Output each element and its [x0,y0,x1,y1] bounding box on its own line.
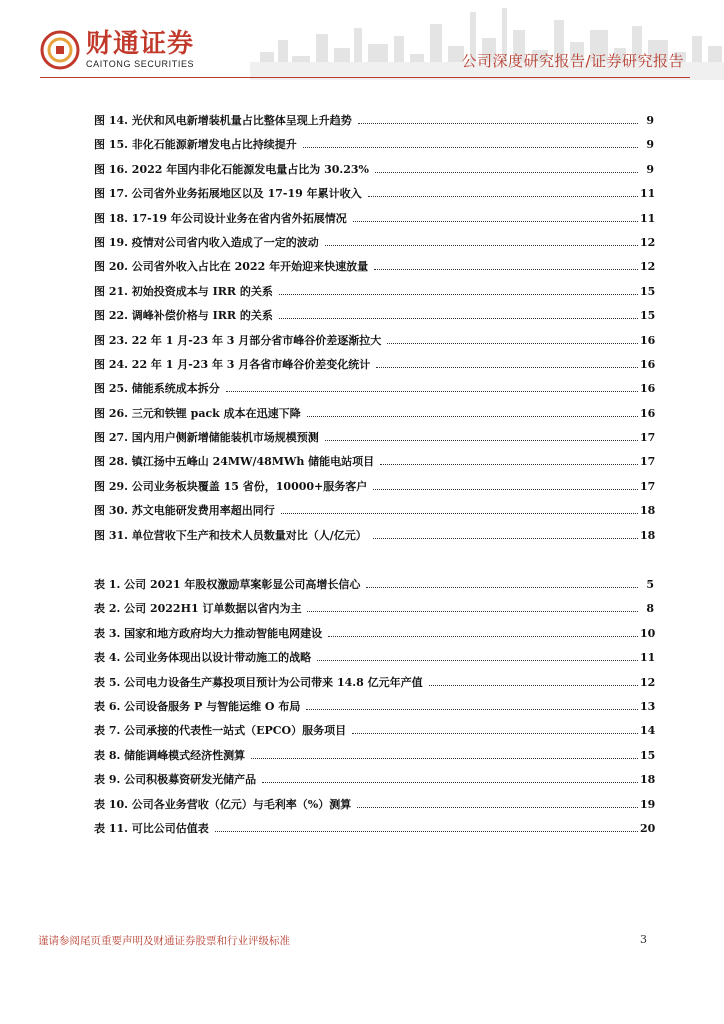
logo-english-name: CAITONG SECURITIES [86,59,195,69]
toc-entry-page: 19 [640,797,656,811]
dot-leader [279,317,638,319]
toc-entry-label: 表 5. 公司电力设备生产募投项目预计为公司带来 14.8 亿元年产值 [94,675,423,689]
toc-entry-page: 16 [640,357,656,371]
toc-entry-page: 15 [640,309,656,323]
dot-leader [306,708,638,710]
toc-entry-page: 12 [640,675,656,689]
dot-leader [353,220,638,222]
toc-entry-label: 表 2. 公司 2022H1 订单数据以省内为主 [94,602,302,616]
toc-entry-page: 14 [640,724,656,738]
toc-entry[interactable] [94,502,654,526]
toc-entry[interactable] [94,356,654,380]
toc-entry-label: 表 3. 国家和地方政府均大力推动智能电网建设 [94,626,323,640]
dot-leader [281,512,638,514]
dot-leader [352,732,638,734]
toc-entry-page: 20 [640,821,656,835]
dot-leader [373,537,638,539]
toc-entry-label: 图 23. 22 年 1 月-23 年 3 月部分省市峰谷价差逐渐拉大 [94,333,382,347]
caitong-logo-icon [40,30,80,70]
dot-leader [262,781,638,783]
toc-entry-page: 18 [640,528,656,542]
figure-list [94,112,654,551]
toc-entry-page: 11 [640,651,656,665]
dot-leader [251,757,638,759]
toc-entry-label: 图 21. 初始投资成本与 IRR 的关系 [94,284,273,298]
dot-leader [357,806,638,808]
toc-entry[interactable] [94,307,654,331]
toc-entry-label: 表 10. 公司各业务营收（亿元）与毛利率（%）测算 [94,797,352,811]
dot-leader [226,390,638,392]
toc-entry[interactable] [94,576,654,600]
report-type-title: 公司深度研究报告/证券研究报告 [461,52,684,70]
toc-entry-page: 16 [640,406,656,420]
toc-entry-label: 图 18. 17-19 年公司设计业务在省内省外拓展情况 [94,211,347,225]
toc-entry-label: 表 9. 公司积极募资研发光储产品 [94,773,257,787]
toc-entry-label: 图 14. 光伏和风电新增装机量占比整体呈现上升趋势 [94,114,352,127]
toc-entry-label: 图 16. 2022 年国内非化石能源发电量占比为 30.23% [94,162,369,176]
toc-entry-page: 17 [640,479,656,493]
toc-entry-page: 13 [640,699,656,713]
page-header [0,0,724,84]
toc-entry-label: 表 1. 公司 2021 年股权激励草案彰显公司高增长信心 [94,578,361,591]
toc-entry-page: 11 [640,187,656,201]
toc-entry-page: 12 [640,260,656,274]
toc-entry-label: 图 22. 调峰补偿价格与 IRR 的关系 [94,309,273,323]
toc-entry-label: 图 25. 储能系统成本拆分 [94,382,220,396]
toc-entry[interactable] [94,625,654,649]
toc-entry[interactable] [94,283,654,307]
dot-leader [387,342,638,344]
toc-entry-label: 图 30. 苏文电能研发费用率超出同行 [94,504,275,518]
toc-entry-label: 图 28. 镇江扬中五峰山 24MW/48MWh 储能电站项目 [94,455,375,469]
toc-entry-page: 8 [646,602,654,616]
toc-entry-page: 9 [646,138,654,152]
toc-entry-label: 表 4. 公司业务体现出以设计带动施工的战略 [94,651,312,665]
toc-entry[interactable] [94,600,654,624]
toc-entry-page: 17 [640,455,656,469]
toc-entry-label: 图 31. 单位营收下生产和技术人员数量对比（人/亿元） [94,528,367,542]
dot-leader [376,366,638,368]
toc-entry[interactable] [94,405,654,429]
disclaimer-note: 谨请参阅尾页重要声明及财通证券股票和行业评级标准 [38,935,290,947]
dot-leader [358,122,638,124]
toc-entry-page: 10 [640,626,656,640]
toc-entry-label: 图 24. 22 年 1 月-23 年 3 月各省市峰谷价差变化统计 [94,357,371,371]
toc-entry-page: 18 [640,504,656,518]
toc-entry[interactable] [94,234,654,258]
dot-leader [368,195,638,197]
toc-entry[interactable] [94,453,654,477]
company-logo [40,30,194,70]
toc-entry-page: 9 [646,162,654,176]
toc-entry[interactable] [94,136,654,160]
toc-entry[interactable] [94,747,654,771]
page-number: 3 [640,933,647,946]
toc-entry[interactable] [94,112,654,136]
toc-entry[interactable] [94,796,654,820]
dot-leader [375,171,638,173]
toc-entry[interactable] [94,698,654,722]
toc-entry-label: 图 15. 非化石能源新增发电占比持续提升 [94,138,297,152]
toc-entry-label: 图 19. 疫情对公司省内收入造成了一定的波动 [94,235,319,249]
toc-entry-page: 17 [640,431,656,445]
dot-leader [374,268,638,270]
toc-entry-label: 图 17. 公司省外业务拓展地区以及 17-19 年累计收入 [94,187,362,201]
logo-chinese-name: 财通证券 [86,29,195,59]
dot-leader [366,586,638,588]
toc-entry[interactable] [94,161,654,185]
toc-entry-page: 5 [646,578,654,591]
dot-leader [325,244,638,246]
dot-leader [303,146,638,148]
toc-entry-page: 11 [640,211,656,225]
header-divider [40,77,690,78]
toc-entry[interactable] [94,649,654,673]
toc-entry[interactable] [94,258,654,282]
toc-entry[interactable] [94,478,654,502]
toc-entry[interactable] [94,674,654,698]
dot-leader [380,463,638,465]
toc-entry-label: 表 7. 公司承接的代表性一站式（EPCO）服务项目 [94,724,347,738]
dot-leader [325,439,638,441]
toc-entry[interactable] [94,722,654,746]
dot-leader [279,293,638,295]
toc-entry-label: 图 27. 国内用户侧新增储能装机市场规模预测 [94,431,319,445]
toc-entry-label: 图 26. 三元和铁锂 pack 成本在迅速下降 [94,406,301,420]
toc-entry-label: 表 6. 公司设备服务 P 与智能运维 O 布局 [94,699,301,713]
dot-leader [373,488,638,490]
table-list [94,576,654,844]
toc-entry[interactable] [94,771,654,795]
dot-leader [317,659,638,661]
toc-entry[interactable] [94,210,654,234]
toc-entry[interactable] [94,820,654,844]
toc-entry-page: 9 [646,114,654,127]
toc-entry-label: 图 29. 公司业务板块覆盖 15 省份，10000+服务客户 [94,479,368,493]
toc-entry-label: 表 8. 储能调峰模式经济性测算 [94,748,246,762]
toc-entry-page: 18 [640,773,656,787]
dot-leader [307,415,638,417]
toc-entry-page: 15 [640,748,656,762]
dot-leader [429,684,638,686]
toc-entry[interactable] [94,429,654,453]
toc-entry-label: 表 11. 可比公司估值表 [94,821,209,835]
toc-entry[interactable] [94,380,654,404]
toc-entry-page: 15 [640,284,656,298]
dot-leader [215,830,638,832]
toc-entry-label: 图 20. 公司省外收入占比在 2022 年开始迎来快速放量 [94,260,369,274]
toc-entry[interactable] [94,527,654,551]
toc-entry-page: 16 [640,382,656,396]
dot-leader [307,610,638,612]
toc-entry-page: 16 [640,333,656,347]
toc-entry-page: 12 [640,235,656,249]
toc-entry[interactable] [94,332,654,356]
dot-leader [328,635,638,637]
toc-entry[interactable] [94,185,654,209]
